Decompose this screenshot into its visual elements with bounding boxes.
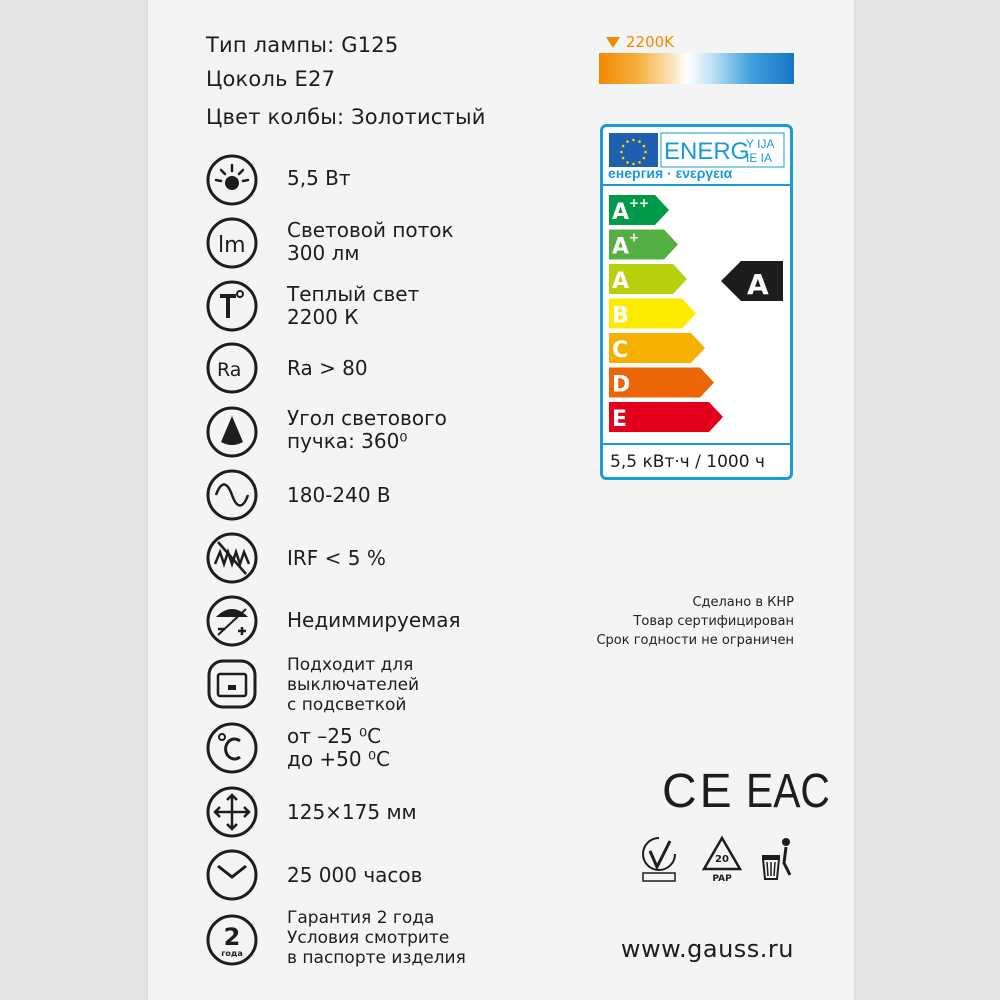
energy-class-superscript-1: + — [629, 230, 640, 245]
lamp-base: Цоколь E27 — [206, 67, 336, 91]
rst-mark-icon — [640, 835, 678, 883]
energy-class-letter-5: D — [612, 372, 631, 398]
power-icon — [206, 154, 258, 206]
recycle-icon — [700, 835, 744, 883]
feature-voltage: 180-240 В — [287, 483, 391, 507]
energy-words: енергия · ενεργεια — [608, 165, 733, 181]
irf-icon — [206, 532, 258, 584]
ra-icon — [206, 342, 258, 394]
warranty-icon-word: года — [221, 949, 243, 958]
y-ija-text: Y IJA — [746, 137, 775, 151]
feature-lifetime: 25 000 часов — [287, 863, 423, 887]
feature-irf: IRF < 5 % — [287, 546, 386, 570]
temp-marker-triangle-icon — [606, 37, 622, 49]
energy-class-letter-4: C — [612, 338, 629, 363]
temp-marker-label: 2200K — [626, 33, 675, 51]
feature-operating-temperature: от –25 ⁰С до +50 ⁰С — [287, 724, 390, 771]
warranty-icon — [206, 914, 258, 966]
switch-backlight-icon — [206, 658, 258, 710]
lamp-type: Тип лампы: G125 — [206, 33, 399, 57]
feature-beam-angle: Угол светового пучка: 360⁰ — [287, 406, 447, 453]
energy-label — [600, 124, 793, 480]
energy-class-letter-1: A — [612, 234, 630, 260]
beam-angle-icon — [206, 406, 258, 458]
shelf-life: Срок годности не ограничен — [596, 633, 794, 648]
non-dimmable-icon — [206, 595, 258, 647]
temperature-icon — [206, 280, 258, 332]
ce-mark: CE — [662, 765, 735, 818]
feature-lumen: Световой поток 300 лм — [287, 218, 454, 265]
ie-ia-text: IE IA — [746, 151, 773, 165]
energy-class-letter-2: A — [612, 269, 630, 294]
feature-color-temperature: Теплый свет 2200 К — [287, 282, 420, 329]
voltage-icon — [206, 469, 258, 521]
website: www.gauss.ru — [620, 935, 794, 963]
energy-class-letter-0: A — [612, 200, 630, 225]
energy-consumption: 5,5 кВт·ч / 1000 ч — [610, 452, 765, 472]
feature-cri: Ra > 80 — [287, 356, 368, 380]
trash-bin-icon — [758, 835, 796, 883]
celsius-icon — [206, 722, 258, 774]
lumen-icon-text: lm — [218, 233, 246, 258]
eac-mark: EAC — [746, 765, 830, 818]
eu-flag-icon — [609, 133, 658, 167]
feature-power: 5,5 Вт — [287, 166, 351, 190]
warranty-icon-number: 2 — [223, 923, 241, 951]
color-temperature-scale — [599, 53, 794, 84]
dimensions-icon — [206, 786, 258, 838]
recycle-number: 20 — [715, 854, 729, 865]
bulb-color: Цвет колбы: Золотистый — [206, 105, 486, 129]
feature-warranty: Гарантия 2 года Условия смотрите в паспорте изделия — [287, 908, 466, 968]
feature-switch-backlight: Подходит для выключателей с подсветкой — [287, 655, 420, 715]
current-class-letter: A — [747, 268, 769, 301]
feature-non-dimmable: Недиммируемая — [287, 608, 461, 632]
certified: Товар сертифицирован — [633, 614, 794, 629]
lumen-icon — [206, 217, 258, 269]
energ-text: ENERG — [664, 138, 750, 165]
recycle-code: PAP — [712, 874, 732, 883]
lifetime-icon — [206, 849, 258, 901]
energy-class-letter-6: E — [612, 407, 628, 432]
energy-class-letter-3: B — [612, 303, 629, 329]
made-in: Сделано в КНР — [692, 595, 794, 610]
ra-icon-text: Ra — [217, 359, 242, 381]
feature-dimensions: 125×175 мм — [287, 800, 417, 824]
energy-class-superscript-0: ++ — [629, 196, 650, 210]
